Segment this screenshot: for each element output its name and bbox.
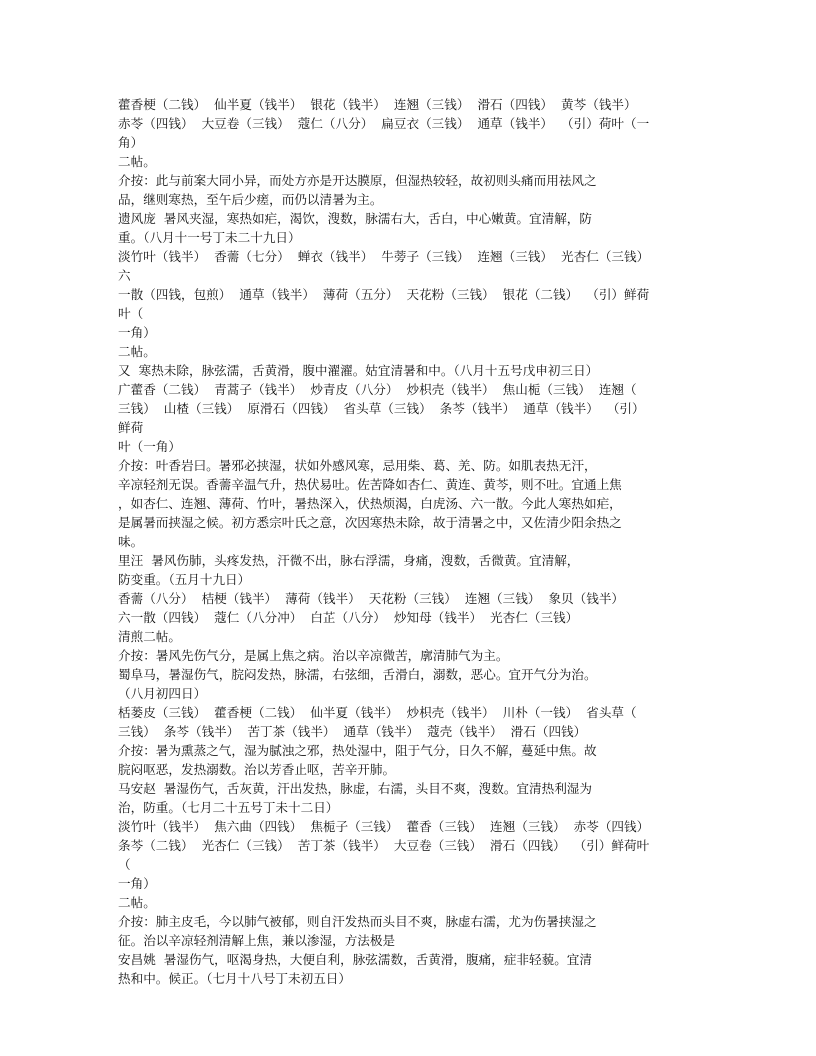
text-line: 一散（四钱，包煎） 通草（钱半） 薄荷（五分） 天花粉（三钱） 银花（二钱） （引）鲜荷 bbox=[118, 287, 650, 302]
text-line: 条芩（二钱） 光杏仁（三钱） 苦丁茶（钱半） 大豆卷（三钱） 滑石（四钱） （引）鲜荷叶 bbox=[118, 838, 650, 853]
text-line: 介按：暑风先伤气分，是属上焦之病。治以辛凉微苦，廓清肺气为主。 bbox=[118, 648, 509, 663]
text-line: 安昌姚 暑湿伤气，呕渴身热，大便自利，脉弦濡数，舌黄滑，腹痛，症非轻藐。宜清 bbox=[118, 952, 592, 967]
text-line: 味。 bbox=[118, 534, 144, 549]
text-line: 香薷（八分） 桔梗（钱半） 薄荷（钱半） 天花粉（三钱） 连翘（三钱） 象贝（钱半） bbox=[118, 591, 625, 606]
text-line: 介按：叶香岩曰。暑邪必挟湿，状如外感风寒，忌用柴、葛、羌、防。如肌表热无汗， bbox=[118, 458, 597, 473]
text-line: （ bbox=[118, 857, 131, 872]
text-line: 角） bbox=[118, 135, 144, 150]
text-line: 蜀阜马，暑湿伤气，脘闷发热，脉濡，右弦细，舌滑白，溺数，恶心。宜开气分为治。 bbox=[118, 667, 597, 682]
text-line: 叶（一角） bbox=[118, 439, 181, 454]
text-line: 三钱） 条芩（钱半） 苦丁茶（钱半） 通草（钱半） 蔻壳（钱半） 滑石（四钱） bbox=[118, 724, 587, 739]
text-line: 介按：暑为熏蒸之气，湿为腻浊之邪，热处湿中，阻于气分，日久不解，蔓延中焦。故 bbox=[118, 743, 597, 758]
text-line: 二帖。 bbox=[118, 895, 156, 910]
text-line: 栝蒌皮（三钱） 藿香梗（二钱） 仙半夏（钱半） 炒枳壳（钱半） 川朴（一钱） 省头草（ bbox=[118, 705, 637, 720]
text-line: 介按：肺主皮毛，今以肺气被郁，则自汗发热而头目不爽，脉虚右濡，尤为伤暑挟湿之 bbox=[118, 914, 597, 929]
document-page bbox=[118, 95, 708, 988]
text-line: 辛凉轻剂无误。香薷辛温气升，热伏易吐。佐苦降如杏仁、黄连、黄芩，则不吐。宜通上焦 bbox=[118, 477, 622, 492]
text-line: 品，继则寒热，至午后少瘥，而仍以清暑为主。 bbox=[118, 192, 383, 207]
text-line: 里汪 暑风伤肺，头疼发热，汗微不出，脉右浮濡，身痛，溲数，舌微黄。宜清解， bbox=[118, 553, 580, 568]
text-line: 是属暑而挟湿之候。初方悉宗叶氏之意，次因寒热未除，故于清暑之中，又佐清少阳余热之 bbox=[118, 515, 622, 530]
text-line: 二帖。 bbox=[118, 344, 156, 359]
text-line: 介按：此与前案大同小异，而处方亦是开达膜原，但湿热较轻，故初则头痛而用祛风之 bbox=[118, 173, 597, 188]
text-line: ，如杏仁、连翘、薄荷、竹叶，暑热深入，伏热烦渴，白虎汤、六一散。今此人寒热如疟， bbox=[118, 496, 622, 511]
text-line: 六 bbox=[118, 268, 131, 283]
text-line: （八月初四日） bbox=[118, 686, 207, 701]
text-line: 二帖。 bbox=[118, 154, 156, 169]
text-line: 热和中。候正。（七月十八号丁未初五日） bbox=[118, 971, 351, 986]
text-line: 叶（ bbox=[118, 306, 144, 321]
text-line: 一角） bbox=[118, 325, 156, 340]
text-line: 马安赵 暑湿伤气，舌灰黄，汗出发热，脉虚，右濡，头目不爽，溲数。宜清热利湿为 bbox=[118, 781, 592, 796]
text-line: 淡竹叶（钱半） 香薷（七分） 蝉衣（钱半） 牛蒡子（三钱） 连翘（三钱） 光杏仁（三钱） bbox=[118, 249, 650, 264]
text-line: 脘闷呕恶，发热溺数。治以芳香止呕，苦辛开肺。 bbox=[118, 762, 396, 777]
text-line: 又 寒热未除，脉弦濡，舌黄滑，腹中濯濯。姑宜清暑和中。（八月十五号戊申初三日） bbox=[118, 363, 599, 378]
text-line: 重。（八月十一号丁未二十九日） bbox=[118, 230, 301, 245]
text-line: 征。治以辛凉轻剂清解上焦，兼以渗湿，方法极是 bbox=[118, 933, 396, 948]
text-line: 淡竹叶（钱半） 焦六曲（四钱） 焦栀子（三钱） 藿香（三钱） 连翘（三钱） 赤苓（四钱） bbox=[118, 819, 650, 834]
text-line: 藿香梗（二钱） 仙半夏（钱半） 银花（钱半） 连翘（三钱） 滑石（四钱） 黄芩（钱半） bbox=[118, 97, 637, 112]
text-line: 六一散（四钱） 蔻仁（八分冲） 白芷（八分） 炒知母（钱半） 光杏仁（三钱） bbox=[118, 610, 579, 625]
text-line: 防变重。（五月十九日） bbox=[118, 572, 251, 587]
text-line: 遗风庞 暑风夹湿，寒热如疟，渴饮，溲数，脉濡右大，舌白，中心嫩黄。宜清解，防 bbox=[118, 211, 592, 226]
text-line: 一角） bbox=[118, 876, 156, 891]
text-line: 三钱） 山楂（三钱） 原滑石（四钱） 省头草（三钱） 条芩（钱半） 通草（钱半） （引） bbox=[118, 401, 645, 416]
text-line: 广藿香（二钱） 青蒿子（钱半） 炒青皮（八分） 炒枳壳（钱半） 焦山栀（三钱） 连翘（ bbox=[118, 382, 637, 397]
text-line: 清煎二帖。 bbox=[118, 629, 181, 644]
text-line: 治，防重。（七月二十五号丁未十二日） bbox=[118, 800, 339, 815]
text-line: 赤苓（四钱） 大豆卷（三钱） 蔻仁（八分） 扁豆衣（三钱） 通草（钱半） （引）荷叶（一 bbox=[118, 116, 650, 131]
text-line: 鲜荷 bbox=[118, 420, 144, 435]
